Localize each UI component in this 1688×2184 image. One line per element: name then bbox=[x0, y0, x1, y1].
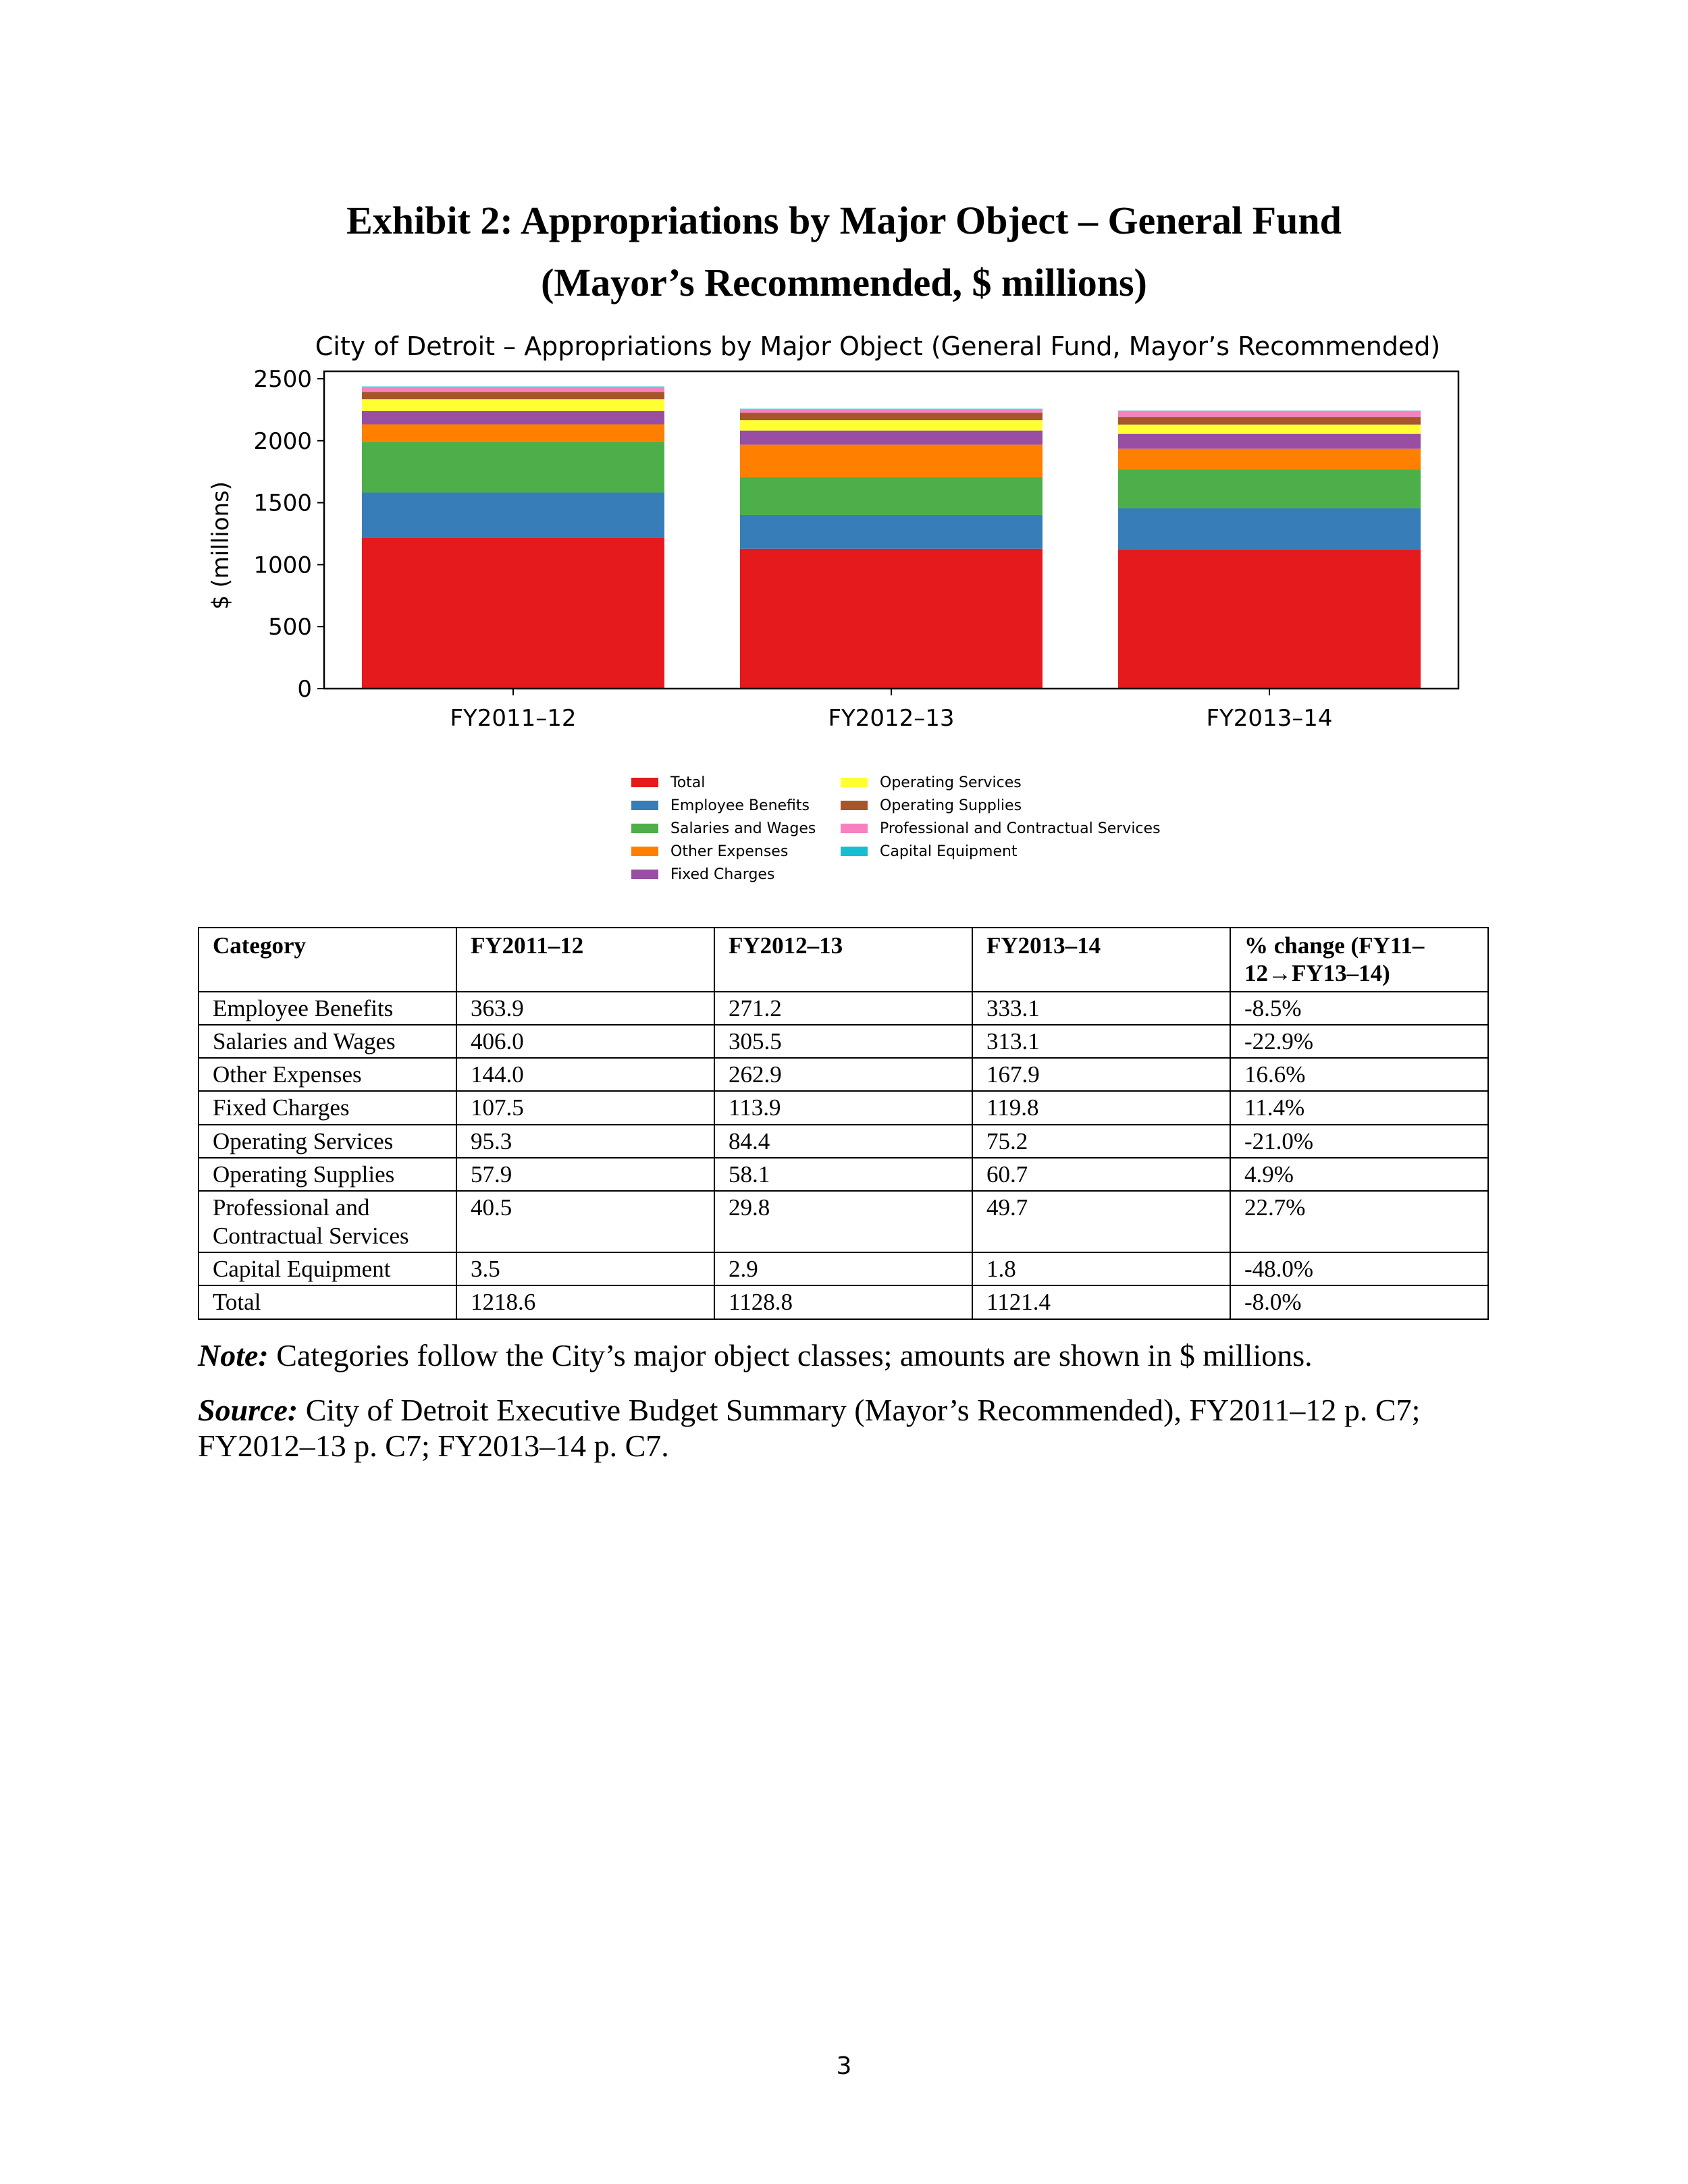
row-value-cell: 144.0 bbox=[456, 1058, 714, 1091]
bar-segment-capital-equipment bbox=[362, 387, 664, 388]
row-value-cell: -21.0% bbox=[1230, 1125, 1488, 1158]
table-row bbox=[199, 1191, 1488, 1252]
row-value-cell: 363.9 bbox=[456, 992, 714, 1025]
source-paragraph bbox=[198, 1393, 1508, 1464]
bar-segment-operating-services bbox=[362, 399, 664, 410]
y-tick-label: 0 bbox=[297, 676, 312, 703]
note-paragraph bbox=[198, 1338, 1508, 1374]
bar-segment-professional-and-contractual-services bbox=[1118, 411, 1421, 417]
row-value-cell: 262.9 bbox=[714, 1058, 972, 1091]
row-value-cell: 167.9 bbox=[972, 1058, 1230, 1091]
header-category: Category bbox=[199, 928, 456, 992]
y-tick-label: 500 bbox=[268, 614, 312, 641]
bar-segment-fixed-charges bbox=[740, 431, 1043, 445]
bar-segment-capital-equipment bbox=[740, 409, 1043, 410]
row-value-cell: 75.2 bbox=[972, 1125, 1230, 1158]
row-value-cell: 29.8 bbox=[714, 1191, 972, 1252]
bar-segment-other-expenses bbox=[740, 445, 1043, 477]
appropriations-table bbox=[198, 927, 1489, 1320]
row-category-cell: Other Expenses bbox=[199, 1058, 456, 1091]
note-label: Note: bbox=[198, 1338, 269, 1373]
bar-segment-total bbox=[1118, 550, 1421, 689]
row-value-cell: 1121.4 bbox=[972, 1285, 1230, 1319]
exhibit-subtitle: (Mayor’s Recommended, $ millions) bbox=[541, 261, 1147, 304]
bar-segment-operating-supplies bbox=[1118, 417, 1421, 425]
table-row bbox=[199, 992, 1488, 1025]
row-value-cell: 119.8 bbox=[972, 1091, 1230, 1124]
row-value-cell: 49.7 bbox=[972, 1191, 1230, 1252]
legend-swatch bbox=[631, 847, 658, 856]
row-value-cell: 40.5 bbox=[456, 1191, 714, 1252]
row-value-cell: 58.1 bbox=[714, 1158, 972, 1191]
row-value-cell: 22.7% bbox=[1230, 1191, 1488, 1252]
table-header-row bbox=[199, 928, 1488, 992]
row-category-cell: Salaries and Wages bbox=[199, 1025, 456, 1058]
row-value-cell: 333.1 bbox=[972, 992, 1230, 1025]
x-tick-label: FY2011–12 bbox=[450, 705, 577, 732]
row-value-cell: -48.0% bbox=[1230, 1252, 1488, 1285]
header-fy2013-14: FY2013–14 bbox=[972, 928, 1230, 992]
row-value-cell: -8.0% bbox=[1230, 1285, 1488, 1319]
row-value-cell: 271.2 bbox=[714, 992, 972, 1025]
bar-segment-operating-supplies bbox=[362, 392, 664, 400]
row-value-cell: 406.0 bbox=[456, 1025, 714, 1058]
row-value-cell: 305.5 bbox=[714, 1025, 972, 1058]
table-body bbox=[199, 992, 1488, 1319]
row-value-cell: 60.7 bbox=[972, 1158, 1230, 1191]
source-text: City of Detroit Executive Budget Summary (Mayor’s Recommended), FY2011–12 p. C7; FY2012–13 p. C7; FY2013–14 p. C7. bbox=[198, 1393, 1421, 1463]
bar-segment-employee-benefits bbox=[740, 515, 1043, 549]
y-tick-label: 1500 bbox=[253, 489, 312, 517]
bar-segment-professional-and-contractual-services bbox=[740, 409, 1043, 412]
legend-swatch bbox=[841, 847, 868, 856]
bar-segment-operating-supplies bbox=[740, 413, 1043, 421]
legend-swatch bbox=[841, 824, 868, 833]
chart-legend bbox=[631, 774, 1161, 883]
stacked-bar-chart bbox=[189, 323, 1499, 903]
table-row bbox=[199, 1091, 1488, 1124]
row-category-cell: Total bbox=[199, 1285, 456, 1319]
bar-segment-fixed-charges bbox=[1118, 434, 1421, 449]
x-tick-label: FY2012–13 bbox=[828, 705, 955, 732]
page-number: 3 bbox=[836, 2052, 852, 2080]
table-row bbox=[199, 1125, 1488, 1158]
row-value-cell: 1.8 bbox=[972, 1252, 1230, 1285]
x-tick-label: FY2013–14 bbox=[1206, 705, 1333, 732]
header-fy2011-12: FY2011–12 bbox=[456, 928, 714, 992]
bar-segment-other-expenses bbox=[1118, 449, 1421, 470]
row-value-cell: 3.5 bbox=[456, 1252, 714, 1285]
legend-swatch bbox=[631, 801, 658, 810]
row-category-cell: Operating Supplies bbox=[199, 1158, 456, 1191]
row-value-cell: 11.4% bbox=[1230, 1091, 1488, 1124]
bar-segment-employee-benefits bbox=[362, 492, 664, 537]
row-value-cell: 57.9 bbox=[456, 1158, 714, 1191]
row-value-cell: 2.9 bbox=[714, 1252, 972, 1285]
table-row bbox=[199, 1158, 1488, 1191]
row-category-cell: Employee Benefits bbox=[199, 992, 456, 1025]
bar-segment-other-expenses bbox=[362, 424, 664, 442]
row-value-cell: 4.9% bbox=[1230, 1158, 1488, 1191]
row-value-cell: 1218.6 bbox=[456, 1285, 714, 1319]
legend-swatch bbox=[631, 870, 658, 879]
legend-swatch bbox=[841, 801, 868, 810]
row-value-cell: 313.1 bbox=[972, 1025, 1230, 1058]
row-category-cell: Operating Services bbox=[199, 1125, 456, 1158]
y-tick-label: 2000 bbox=[253, 427, 312, 455]
legend-label: Fixed Charges bbox=[670, 866, 775, 883]
legend-label: Other Expenses bbox=[670, 843, 789, 860]
row-value-cell: 1128.8 bbox=[714, 1285, 972, 1319]
source-label: Source: bbox=[198, 1393, 298, 1427]
chart-title: City of Detroit – Appropriations by Major Object (General Fund, Mayor’s Recommended) bbox=[315, 331, 1441, 361]
bar-segment-salaries-and-wages bbox=[362, 442, 664, 493]
table-row bbox=[199, 1285, 1488, 1319]
legend-swatch bbox=[631, 778, 658, 787]
row-category-cell: Capital Equipment bbox=[199, 1252, 456, 1285]
bar-segment-fixed-charges bbox=[362, 411, 664, 425]
bar-segment-salaries-and-wages bbox=[1118, 469, 1421, 508]
legend-label: Capital Equipment bbox=[880, 843, 1018, 860]
bar-segment-total bbox=[740, 549, 1043, 689]
note-text: Categories follow the City’s major object classes; amounts are shown in $ millions. bbox=[268, 1338, 1313, 1373]
bar-segment-employee-benefits bbox=[1118, 508, 1421, 550]
bars-layer bbox=[362, 387, 1421, 689]
bar-segment-operating-services bbox=[740, 420, 1043, 430]
table-row bbox=[199, 1252, 1488, 1285]
legend-label: Operating Supplies bbox=[880, 797, 1022, 814]
legend-label: Operating Services bbox=[880, 774, 1022, 791]
legend-label: Professional and Contractual Services bbox=[880, 820, 1161, 837]
header-fy2012-13: FY2012–13 bbox=[714, 928, 972, 992]
exhibit-title: Exhibit 2: Appropriations by Major Object – General Fund bbox=[346, 198, 1342, 242]
legend-label: Employee Benefits bbox=[670, 797, 810, 814]
header-pct-change: % change (FY11–12→FY13–14) bbox=[1230, 928, 1488, 992]
row-category-cell: Fixed Charges bbox=[199, 1091, 456, 1124]
row-value-cell: 113.9 bbox=[714, 1091, 972, 1124]
bar-segment-salaries-and-wages bbox=[740, 477, 1043, 515]
legend-label: Salaries and Wages bbox=[670, 820, 816, 837]
y-axis-label: $ (millions) bbox=[207, 481, 234, 610]
bar-segment-operating-services bbox=[1118, 425, 1421, 434]
row-category-cell: Professional and Contractual Services bbox=[199, 1191, 456, 1252]
table-row bbox=[199, 1058, 1488, 1091]
row-value-cell: 16.6% bbox=[1230, 1058, 1488, 1091]
legend-swatch bbox=[841, 778, 868, 787]
y-tick-label: 2500 bbox=[253, 366, 312, 394]
row-value-cell: -8.5% bbox=[1230, 992, 1488, 1025]
bar-segment-professional-and-contractual-services bbox=[362, 387, 664, 392]
legend-label: Total bbox=[670, 774, 706, 791]
row-value-cell: -22.9% bbox=[1230, 1025, 1488, 1058]
row-value-cell: 95.3 bbox=[456, 1125, 714, 1158]
table-row bbox=[199, 1025, 1488, 1058]
row-value-cell: 107.5 bbox=[456, 1091, 714, 1124]
legend-swatch bbox=[631, 824, 658, 833]
row-value-cell: 84.4 bbox=[714, 1125, 972, 1158]
y-tick-label: 1000 bbox=[253, 552, 312, 579]
bar-segment-total bbox=[362, 537, 664, 689]
